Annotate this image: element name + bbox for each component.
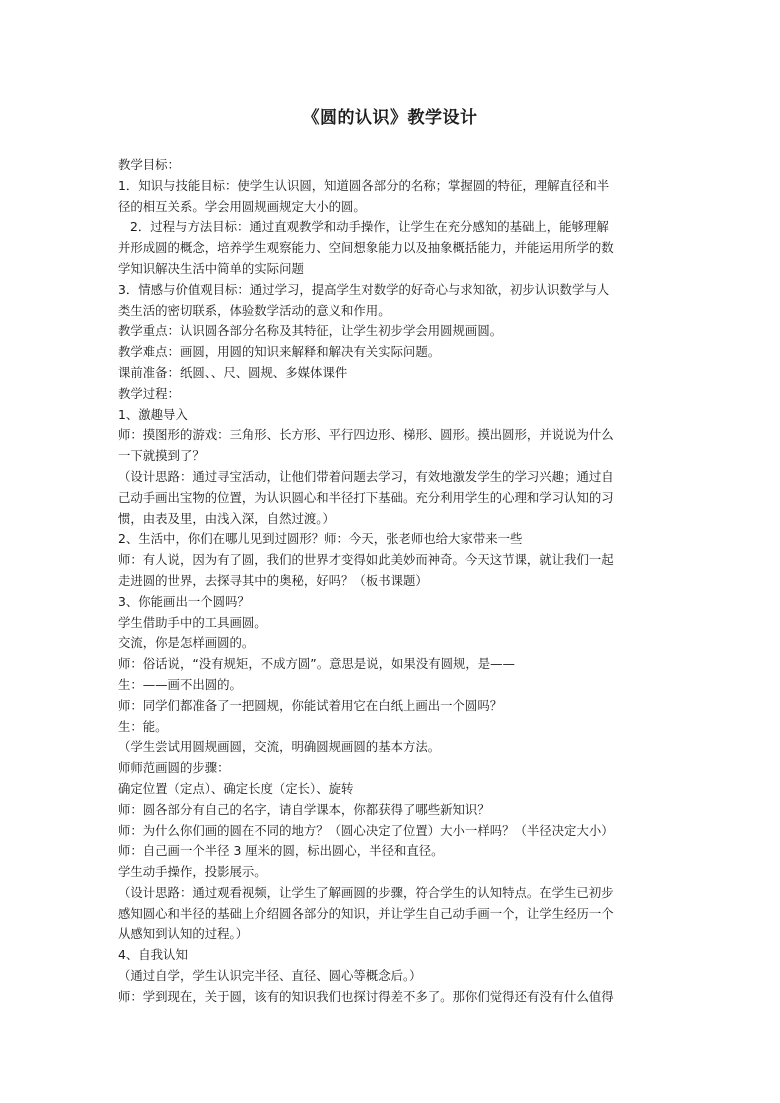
text-line: 师：同学们都准备了一把圆规，你能试着用它在白纸上画出一个圆吗？ bbox=[118, 697, 503, 713]
text-line: 教学难点：画圆，用圆的知识来解释和解决有关实际问题。 bbox=[118, 344, 441, 360]
document-title: 《圆的认识》教学设计 bbox=[302, 108, 478, 128]
text-line: 学生借助手中的工具画圆。 bbox=[118, 614, 267, 630]
text-line: 一下就摸到了？ bbox=[118, 448, 205, 464]
text-line: 师：圆各部分有自己的名字，请自学课本，你都获得了哪些新知识？ bbox=[118, 801, 490, 817]
text-line: 教学过程： bbox=[118, 385, 180, 401]
text-line: 惯，由表及里，由浅入深，自然过渡。） bbox=[118, 510, 335, 526]
text-line: 从感知到认知的过程。） bbox=[118, 926, 249, 942]
text-line: 4、自我认知 bbox=[118, 947, 188, 963]
text-line: 师：有人说，因为有了圆，我们的世界才变得如此美妙而神奇。今天这节课，就让我们一起 bbox=[118, 552, 614, 568]
text-line: 师：学到现在，关于圆，该有的知识我们也探讨得差不多了。那你们觉得还有没有什么值得 bbox=[118, 988, 614, 1004]
text-line: 师：摸图形的游戏：三角形、长方形、平行四边形、梯形、圆形。摸出圆形，并说说为什么 bbox=[118, 427, 614, 443]
text-line: （学生尝试用圆规画圆，交流，明确圆规画圆的基本方法。 bbox=[118, 739, 441, 755]
text-line: 师：为什么你们画的圆在不同的地方？（圆心决定了位置）大小一样吗？（半径决定大小） bbox=[118, 822, 614, 838]
text-line: 2、生活中，你们在哪儿见到过圆形？师：今天，张老师也给大家带来一些 bbox=[118, 531, 523, 547]
text-line: 教学目标： bbox=[118, 157, 180, 172]
text-line: 生：——画不出圆的。 bbox=[118, 676, 242, 692]
text-line: 己动手画出宝物的位置，为认识圆心和半径打下基础。充分利用学生的心理和学习认知的习 bbox=[118, 489, 614, 505]
text-line: 确定位置（定点）、确定长度（定长）、旋转 bbox=[118, 780, 354, 796]
text-line: 交流，你是怎样画圆的。 bbox=[118, 635, 255, 651]
text-line: 师师范画圆的步骤： bbox=[118, 760, 230, 776]
text-line: 1、激趣导入 bbox=[118, 406, 188, 422]
document-body bbox=[118, 155, 662, 1008]
text-line: 师：俗话说，“没有规矩，不成方圆”。意思是说，如果没有圆规，是—— bbox=[118, 656, 515, 672]
text-line: （设计思路：通过寻宝活动，让他们带着问题去学习，有效地激发学生的学习兴趣；通过自 bbox=[118, 468, 614, 484]
text-line: 课前准备：纸圆、、尺、圆规、多媒体课件 bbox=[118, 364, 348, 380]
text-line: 教学重点：认识圆各部分名称及其特征，让学生初步学会用圆规画圆。 bbox=[118, 323, 503, 339]
text-line: （通过自学，学生认识完半径、直径、圆心等概念后。） bbox=[118, 968, 422, 984]
text-line: （设计思路：通过观看视频，让学生了解画圆的步骤，符合学生的认知特点。在学生已初步 bbox=[118, 884, 614, 900]
text-line: 学生动手操作，投影展示。 bbox=[118, 864, 267, 880]
text-line: 生：能。 bbox=[118, 718, 168, 734]
text-line: 师：自己画一个半径 3 厘米的圆，标出圆心，半径和直径。 bbox=[118, 843, 444, 859]
text-line: 2．过程与方法目标：通过直观教学和动手操作，让学生在充分感知的基础上，能够理解 bbox=[130, 219, 609, 235]
text-line: 并形成圆的概念，培养学生观察能力、空间想象能力以及抽象概括能力，并能运用所学的数 bbox=[118, 240, 614, 256]
text-line: 感知圆心和半径的基础上介绍圆各部分的知识，并让学生自己动手画一个，让学生经历一个 bbox=[118, 905, 614, 921]
text-line: 3、你能画出一个圆吗？ bbox=[118, 593, 250, 609]
text-line: 类生活的密切联系，体验数学活动的意义和作用。 bbox=[118, 302, 391, 318]
text-line: 径的相互关系。学会用圆规画规定大小的圆。 bbox=[118, 198, 366, 214]
text-line: 3．情感与价值观目标：通过学习，提高学生对数学的好奇心与求知欲，初步认识数学与人 bbox=[118, 281, 610, 297]
text-line: 1．知识与技能目标：使学生认识圆，知道圆各部分的名称；掌握圆的特征，理解直径和半 bbox=[118, 177, 610, 193]
text-line: 学知识解决生活中简单的实际问题 bbox=[118, 260, 304, 276]
text-line: 走进圆的世界，去探寻其中的奥秘，好吗？（板书课题） bbox=[118, 572, 428, 588]
